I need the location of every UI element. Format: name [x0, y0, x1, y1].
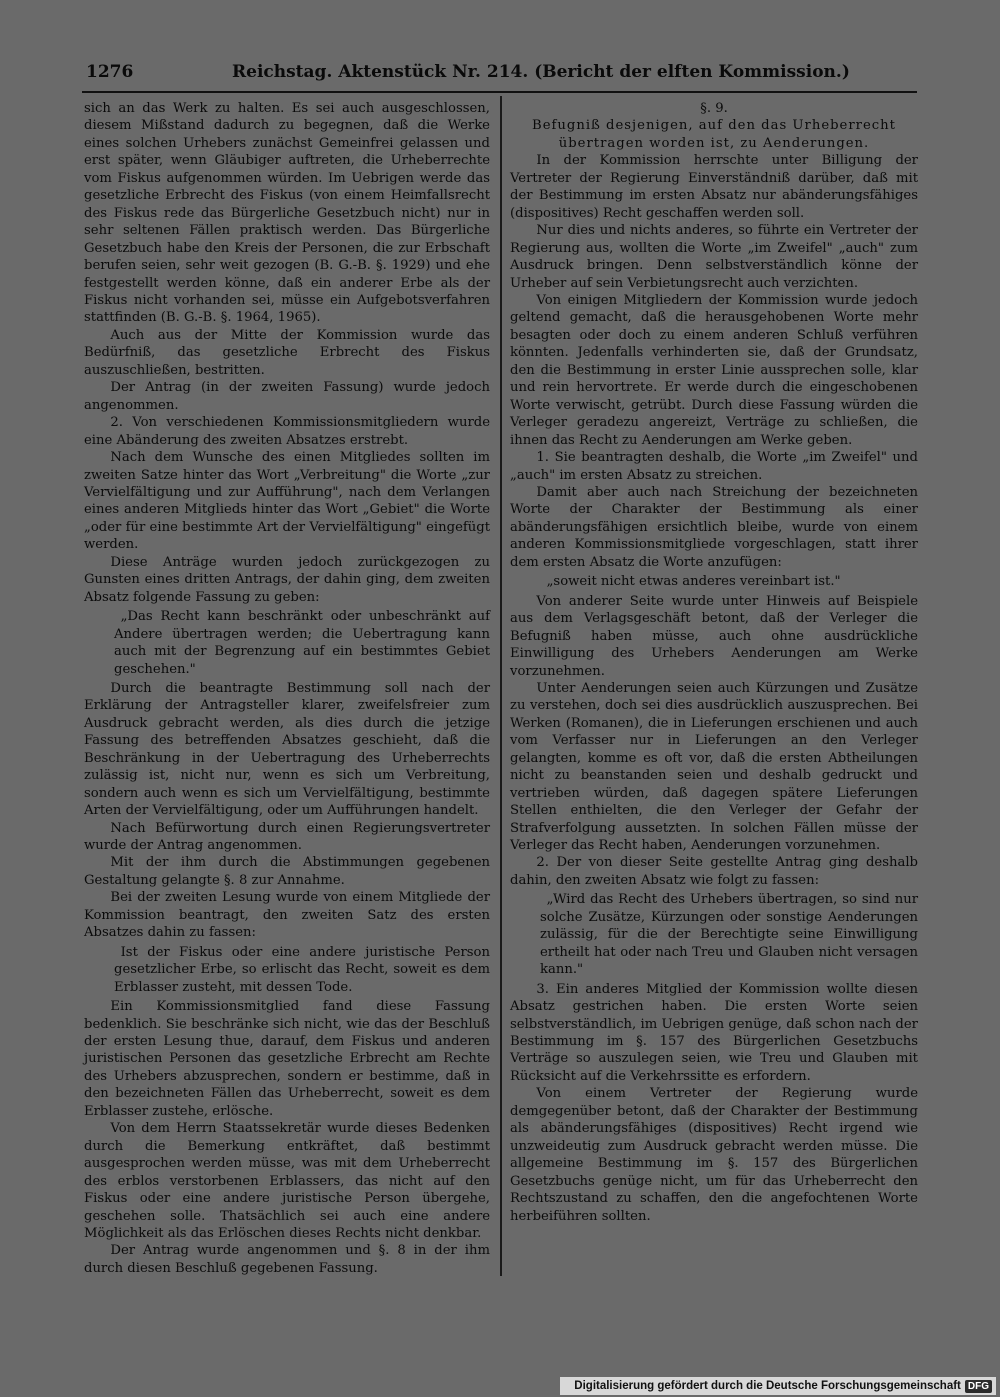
column-divider: [500, 96, 502, 1276]
paragraph: Von einigen Mitgliedern der Kommission wurde jedoch geltend gemacht, daß die herausgehobenen Worte mehr besagten oder doch zu einem anderen Schluß verführen könnten. Jedenfalls verhinderten sie, daß der Grundsatz, den die Bestimmung in erster Linie aussprechen solle, klar und rein hervortrete. Er werde durch die eingeschobenen Worte verwischt, getrübt. Durch diese Fassung würden die Verleger geradezu angereizt, Verträge zu schließen, die ihnen das Recht zu Aenderungen am Werke geben.: [510, 292, 918, 448]
quoted-text: „soweit nicht etwas anderes vereinbart ist.": [546, 574, 841, 590]
paragraph: Von anderer Seite wurde unter Hinweis auf Beispiele aus dem Verlagsgeschäft betont, daß der Verleger die Befugniß haben müsse, auch ohne ausdrückliche Einwilligung des Urhebers Aenderungen am Werke vorzunehmen.: [510, 593, 918, 679]
paragraph: Von dem Herrn Staatssekretär wurde dieses Bedenken durch die Bemerkung entkräftet, daß bestimmt ausgesprochen werden müsse, was mit dem Urheberrecht des erblos verstorbenen Erblassers, das nicht auf den Fiskus oder eine andere juristische Person übergehe, geschehen solle. Thatsächlich sei auch eine andere Möglichkeit als das Erlöschen dieses Rechts nicht denkbar.: [84, 1121, 490, 1241]
quoted-text: „Wird das Recht des Urhebers übertragen, so sind nur solche Zusätze, Kürzungen oder sonstige Aenderungen zulässig, für die der Berechtigte seine Einwilligung ertheilt hat oder nach Treu und Glauben nicht versagen kann.": [540, 892, 918, 978]
paragraph: sich an das Werk zu halten. Es sei auch ausgeschlossen, diesem Mißstand dadurch zu begegnen, daß die Werke eines solchen Urhebers zunächst Gemeinfrei gelassen und erst später, wenn Gläubiger auftreten, die Urheberrechte vom Fiskus aufgenommen würden. Im Uebrigen werde das gesetzliche Erbrecht des Fiskus (von einem Heimfallsrecht des Fiskus rede das Bürgerliche Gesetzbuch nicht) nur in sehr seltenen Fällen praktisch werden. Das Bürgerliche Gesetzbuch habe den Kreis der Personen, die zur Erbschaft berufen seien, sehr weit gezogen (B. G.-B. §. 1929) und ehe festgestellt werden könne, daß ein anderer Erbe als der Fiskus nicht vorhanden sei, müsse ein Aufgebotsverfahren stattfinden (B. G.-B. §. 1964, 1965).: [84, 101, 490, 326]
paragraph: Mit der ihm durch die Abstimmungen gegebenen Gestaltung gelangte §. 8 zur Annahme.: [84, 855, 490, 888]
paragraph: Bei der zweiten Lesung wurde von einem Mitgliede der Kommission beantragt, den zweiten Satz des ersten Absatzes dahin zu fassen:: [84, 890, 490, 941]
paragraph: Ein Kommissionsmitglied fand diese Fassung bedenklich. Sie beschränke sich nicht, wie das der Beschluß der ersten Lesung thue, darauf, dem Fiskus und anderen juristischen Personen das gesetzliche Erbrecht am Rechte des Urhebers abzusprechen, sondern er bestimme, daß in den bezeichneten Fällen das Urheberrecht, soweit es dem Erblasser zustehe, erlösche.: [84, 999, 490, 1119]
quoted-text: Ist der Fiskus oder eine andere juristische Person gesetzlicher Erbe, so erlischt das Recht, soweit es dem Erblasser zusteht, mit dessen Tode.: [114, 944, 490, 995]
paragraph: 2. Der von dieser Seite gestellte Antrag ging deshalb dahin, den zweiten Absatz wie folgt zu fassen:: [510, 855, 918, 888]
paragraph: Nach dem Wunsche des einen Mitgliedes sollten im zweiten Satze hinter das Wort „Verbreitung" die Worte „zur Vervielfältigung und zur Aufführung", nach dem Verlangen eines anderen Mitglieds hinter das Wort „Gebiet" die Worte „oder für eine bestimmte Art der Vervielfältigung" eingefügt werden.: [84, 450, 490, 553]
running-title: Reichstag. Aktenstück Nr. 214. (Bericht der elften Kommission.): [232, 62, 850, 82]
paragraph: Der Antrag (in der zweiten Fassung) wurde jedoch angenommen.: [84, 380, 490, 413]
paragraph: Durch die beantragte Bestimmung soll nach der Erklärung der Antragsteller klarer, zweifelsfreier zum Ausdruck gebracht werden, als dies durch die jetzige Fassung des betreffenden Absatzes geschieht, daß die Beschränkung in der Uebertragung des Urheberrechts zulässig ist, nicht nur, wenn es sich um Verbreitung, sondern auch wenn es sich um Vervielfältigung, bestimmte Arten der Vervielfältigung, oder um Aufführungen handelt.: [84, 680, 490, 819]
paragraph: 2. Von verschiedenen Kommissionsmitgliedern wurde eine Abänderung des zweiten Absatzes erstrebt.: [84, 415, 490, 448]
footer-credit: [560, 1377, 996, 1395]
paragraph: Nur dies und nichts anderes, so führte ein Vertreter der Regierung aus, wollten die Worte „im Zweifel" „auch" zum Ausdruck bringen. Denn selbstverständlich könne der Urheber auf sein Verbietungsrecht auch verzichten.: [510, 223, 918, 291]
page-number: 1276: [86, 62, 134, 82]
paragraph: Von einem Vertreter der Regierung wurde demgegenüber betont, daß der Charakter der Bestimmung als abänderungsfähiges (dispositives) Recht irgend wie unzweideutig zum Ausdruck gebracht werden müsse. Die allgemeine Bestimmung im §. 157 des Bürgerlichen Gesetzbuchs genüge nicht, um für das Urheberrecht den Rechtszustand zu schaffen, den die angefochtenen Worte herbeiführen sollten.: [510, 1086, 918, 1224]
paragraph: Nach Befürwortung durch einen Regierungsvertreter wurde der Antrag angenommen.: [84, 820, 490, 854]
paragraph: Diese Anträge wurden jedoch zurückgezogen zu Gunsten eines dritten Antrags, der dahin ging, dem zweiten Absatz folgende Fassung zu geben:: [84, 554, 490, 605]
header-rule: [82, 91, 917, 93]
paragraph: 1. Sie beantragten deshalb, die Worte „im Zweifel" und „auch" im ersten Absatz zu streichen.: [510, 450, 918, 483]
left-column: [84, 100, 490, 1277]
page-header: [82, 58, 917, 88]
paragraph: Damit aber auch nach Streichung der bezeichneten Worte der Charakter der Bestimmung als einer abänderungsfähigen ersichtlich bleibe, wurde von einem anderen Kommissionsmitgliede vorgeschlagen, statt ihrer dem ersten Absatz die Worte anzufügen:: [510, 484, 918, 570]
section-number: §. 9.: [700, 101, 728, 116]
paragraph: Unter Aenderungen seien auch Kürzungen und Zusätze zu verstehen, doch sei dies ausdrücklich auszusprechen. Bei Werken (Romanen), die in Lieferungen erschienen und auch vom Verfasser nur in Lieferungen an den Verleger gelangten, komme es oft vor, daß die ersten Abtheilungen nicht zu beanstanden seien und deshalb gedruckt und vertrieben würden, daß dagegen spätere Lieferungen Stellen enthielten, die den Verleger der Gefahr der Strafverfolgung aussetzten. In solchen Fällen müsse der Verleger das Recht haben, Aenderungen vorzunehmen.: [510, 680, 918, 854]
dfg-logo: DFG: [965, 1380, 992, 1393]
section-heading: Befugniß desjenigen, auf den das Urheberrecht übertragen worden ist, zu Aenderungen.: [532, 118, 896, 151]
quoted-text: „Das Recht kann beschränkt oder unbeschränkt auf Andere übertragen werden; die Uebertragung kann auch mit der Begrenzung auf ein bestimmtes Gebiet geschehen.": [114, 609, 490, 677]
paragraph: In der Kommission herrschte unter Billigung der Vertreter der Regierung Einverständniß darüber, daß mit der Bestimmung im ersten Absatz nur abänderungsfähiges (dispositives) Recht geschaffen werden soll.: [510, 153, 918, 221]
paragraph: Der Antrag wurde angenommen und §. 8 in der ihm durch diesen Beschluß gegebenen Fassung.: [84, 1243, 490, 1276]
right-column: [510, 100, 918, 1225]
paragraph: 3. Ein anderes Mitglied der Kommission wollte diesen Absatz gestrichen haben. Die ersten Worte seien selbstverständlich, im Uebrigen genüge, daß schon nach der Bestimmung im §. 157 des Bürgerlichen Gesetzbuchs Verträge so auszulegen seien, wie Treu und Glauben mit Rücksicht auf die Verkehrssitte es erfordern.: [510, 981, 918, 1084]
footer-text: Digitalisierung gefördert durch die Deutsche Forschungsgemeinschaft: [574, 1380, 961, 1392]
paragraph: Auch aus der Mitte der Kommission wurde das Bedürfniß, das gesetzliche Erbrecht des Fiskus auszuschließen, bestritten.: [84, 327, 490, 378]
